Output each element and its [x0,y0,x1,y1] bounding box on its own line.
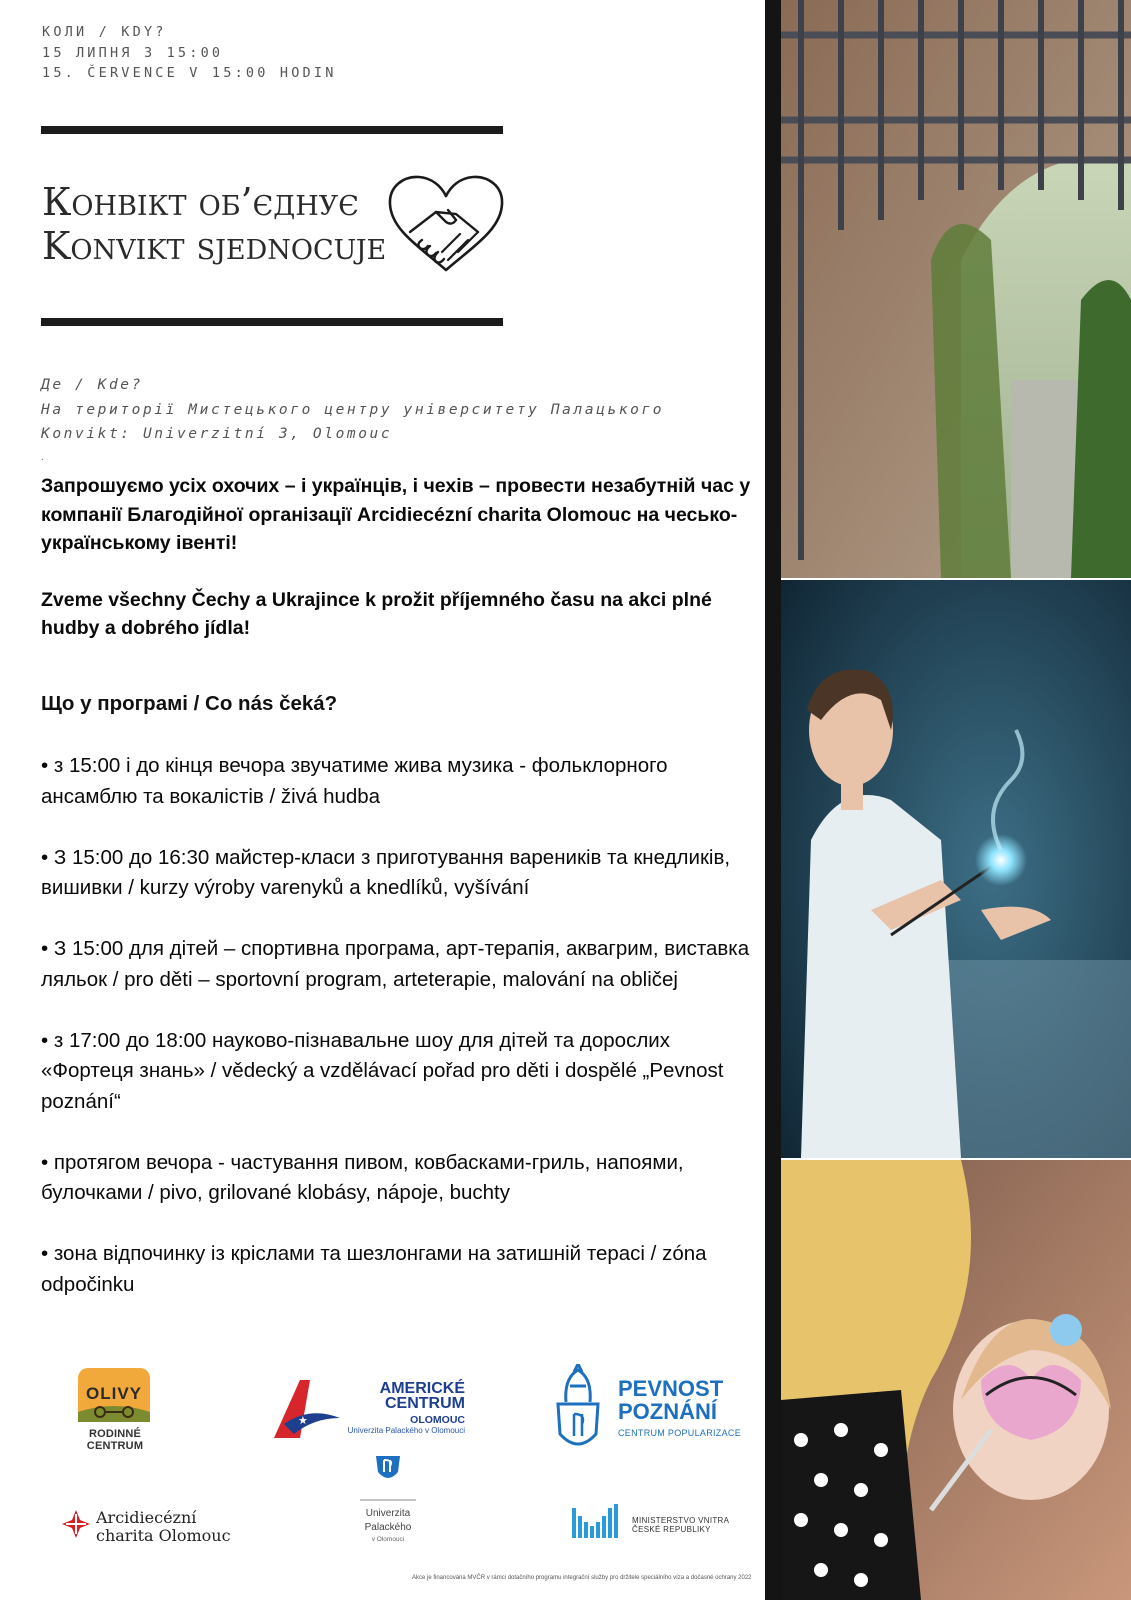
charita-cross-icon [60,1508,92,1540]
pevnost-poznani-logo [550,1364,740,1456]
column-divider [765,0,781,1600]
gate-archway-photo [781,0,1131,578]
mvcr-line2: ČESKÉ REPUBLIKY [632,1525,711,1534]
program-item: • з 17:00 до 18:00 науково-пізнавальне шоу для дітей та дорослих «Фортеця знань» / vědecký a vzdělávací pořad pro děti i dospělé „Pevnost poznání“ [41,1028,724,1113]
knight-shield-icon [550,1364,606,1456]
top-rule [41,126,503,134]
where-block [41,373,664,447]
science-show-photo [781,580,1131,1158]
intro-uk: Запрошуємо усіх охочих – і українців, і чехів – провести незабутній час у компанії Благодійної організації Arcidiecézní charita Olomouc на чесько-українському івенті! [41,475,751,554]
when-date-cs: 15. ČERVENCE V 15:00 HODIN [42,65,337,81]
svg-text:★: ★ [298,1414,308,1427]
olivy-sub: RODINNÉ CENTRUM [86,1428,144,1452]
upol-line2: Palackého [364,1522,412,1533]
title-cs: Konvikt sjednocuje [42,224,387,268]
intro [41,472,753,671]
when-date-uk: 15 ЛИПНЯ З 15:00 [42,44,224,61]
upol-line1: Univerzita [365,1508,411,1519]
americke-line2: CENTRUM [385,1395,465,1412]
mvcr-logo [570,1502,740,1542]
program-list [41,751,753,1331]
handshake-heart-icon [386,174,506,276]
where-line-uk: На території Мистецького центру університету Палацького [41,401,665,418]
charita-line1: Arcidiecézní [96,1508,197,1527]
program-item: • протягом вечора - частування пивом, ковбасками-гриль, напоями, булочками / pivo, grilované klobásy, nápoje, buchty [41,1150,684,1204]
when-label: КОЛИ / KDY? [42,24,167,40]
face-painting-photo [781,1160,1131,1600]
americke-line3: OLOMOUC [410,1414,465,1426]
separator-dot: . [41,452,44,463]
program-item: • з 15:00 і до кінця вечора звучатиме жива музика - фольклорного ансамблю та вокалістів / živá hudba [41,754,668,808]
pevnost-line2: POZNÁNÍ [618,1399,717,1424]
program-heading: Що у програмі / Co nás čeká? [41,692,338,715]
program-item: • З 15:00 до 16:30 майстер-класи з приготування вареників та кнедликів, вишивки / kurzy výroby varenyků a knedlíků, vyšívání [41,845,731,899]
bottom-rule [41,318,503,326]
upol-logo [352,1454,424,1550]
program-item: • З 15:00 для дітей – спортивна програма, арт-терапія, аквагрим, виставка ляльок / pro děti – sportovní program, arteterapie, malování na obličej [41,937,750,991]
when-block [42,22,337,84]
event-title [42,180,386,268]
americke-line4: Univerzita Palackého v Olomouci [347,1426,465,1435]
program-item: • зона відпочинку із кріслами та шезлонгами на затишній терасі / zóna odpočinku [41,1242,707,1296]
intro-cs: Zveme všechny Čechy a Ukrajince k prožit příjemného času na akci plné hudby a dobrého jídla! [41,588,712,639]
americke-centrum-logo [270,1380,470,1440]
americke-line1: AMERICKÉ [379,1380,465,1397]
pevnost-line3: CENTRUM POPULARIZACE [618,1428,742,1438]
charita-logo [60,1504,240,1548]
funding-footnote: Akce je financována MVČR v rámci dotačního programu integrační služby pro držitele speciálního víza a dočasné ochrany 2022 [412,1575,752,1581]
title-uk: Конвікт об’єднує [42,180,359,224]
where-line-address: Konvikt: Univerzitní 3, Olomouc [41,426,393,442]
mvcr-bars-icon [570,1502,622,1542]
olivy-logo [76,1366,152,1452]
upol-shield-icon [352,1454,424,1502]
charita-line2: charita Olomouc [96,1526,231,1545]
where-label: Де / Kde? [41,377,143,393]
upol-line3: v Olomouci [371,1536,405,1543]
mvcr-line1: MINISTERSTVO VNITRA [632,1516,730,1525]
pevnost-line1: PEVNOST [618,1376,724,1401]
olivy-word: OLIVY [85,1384,142,1403]
